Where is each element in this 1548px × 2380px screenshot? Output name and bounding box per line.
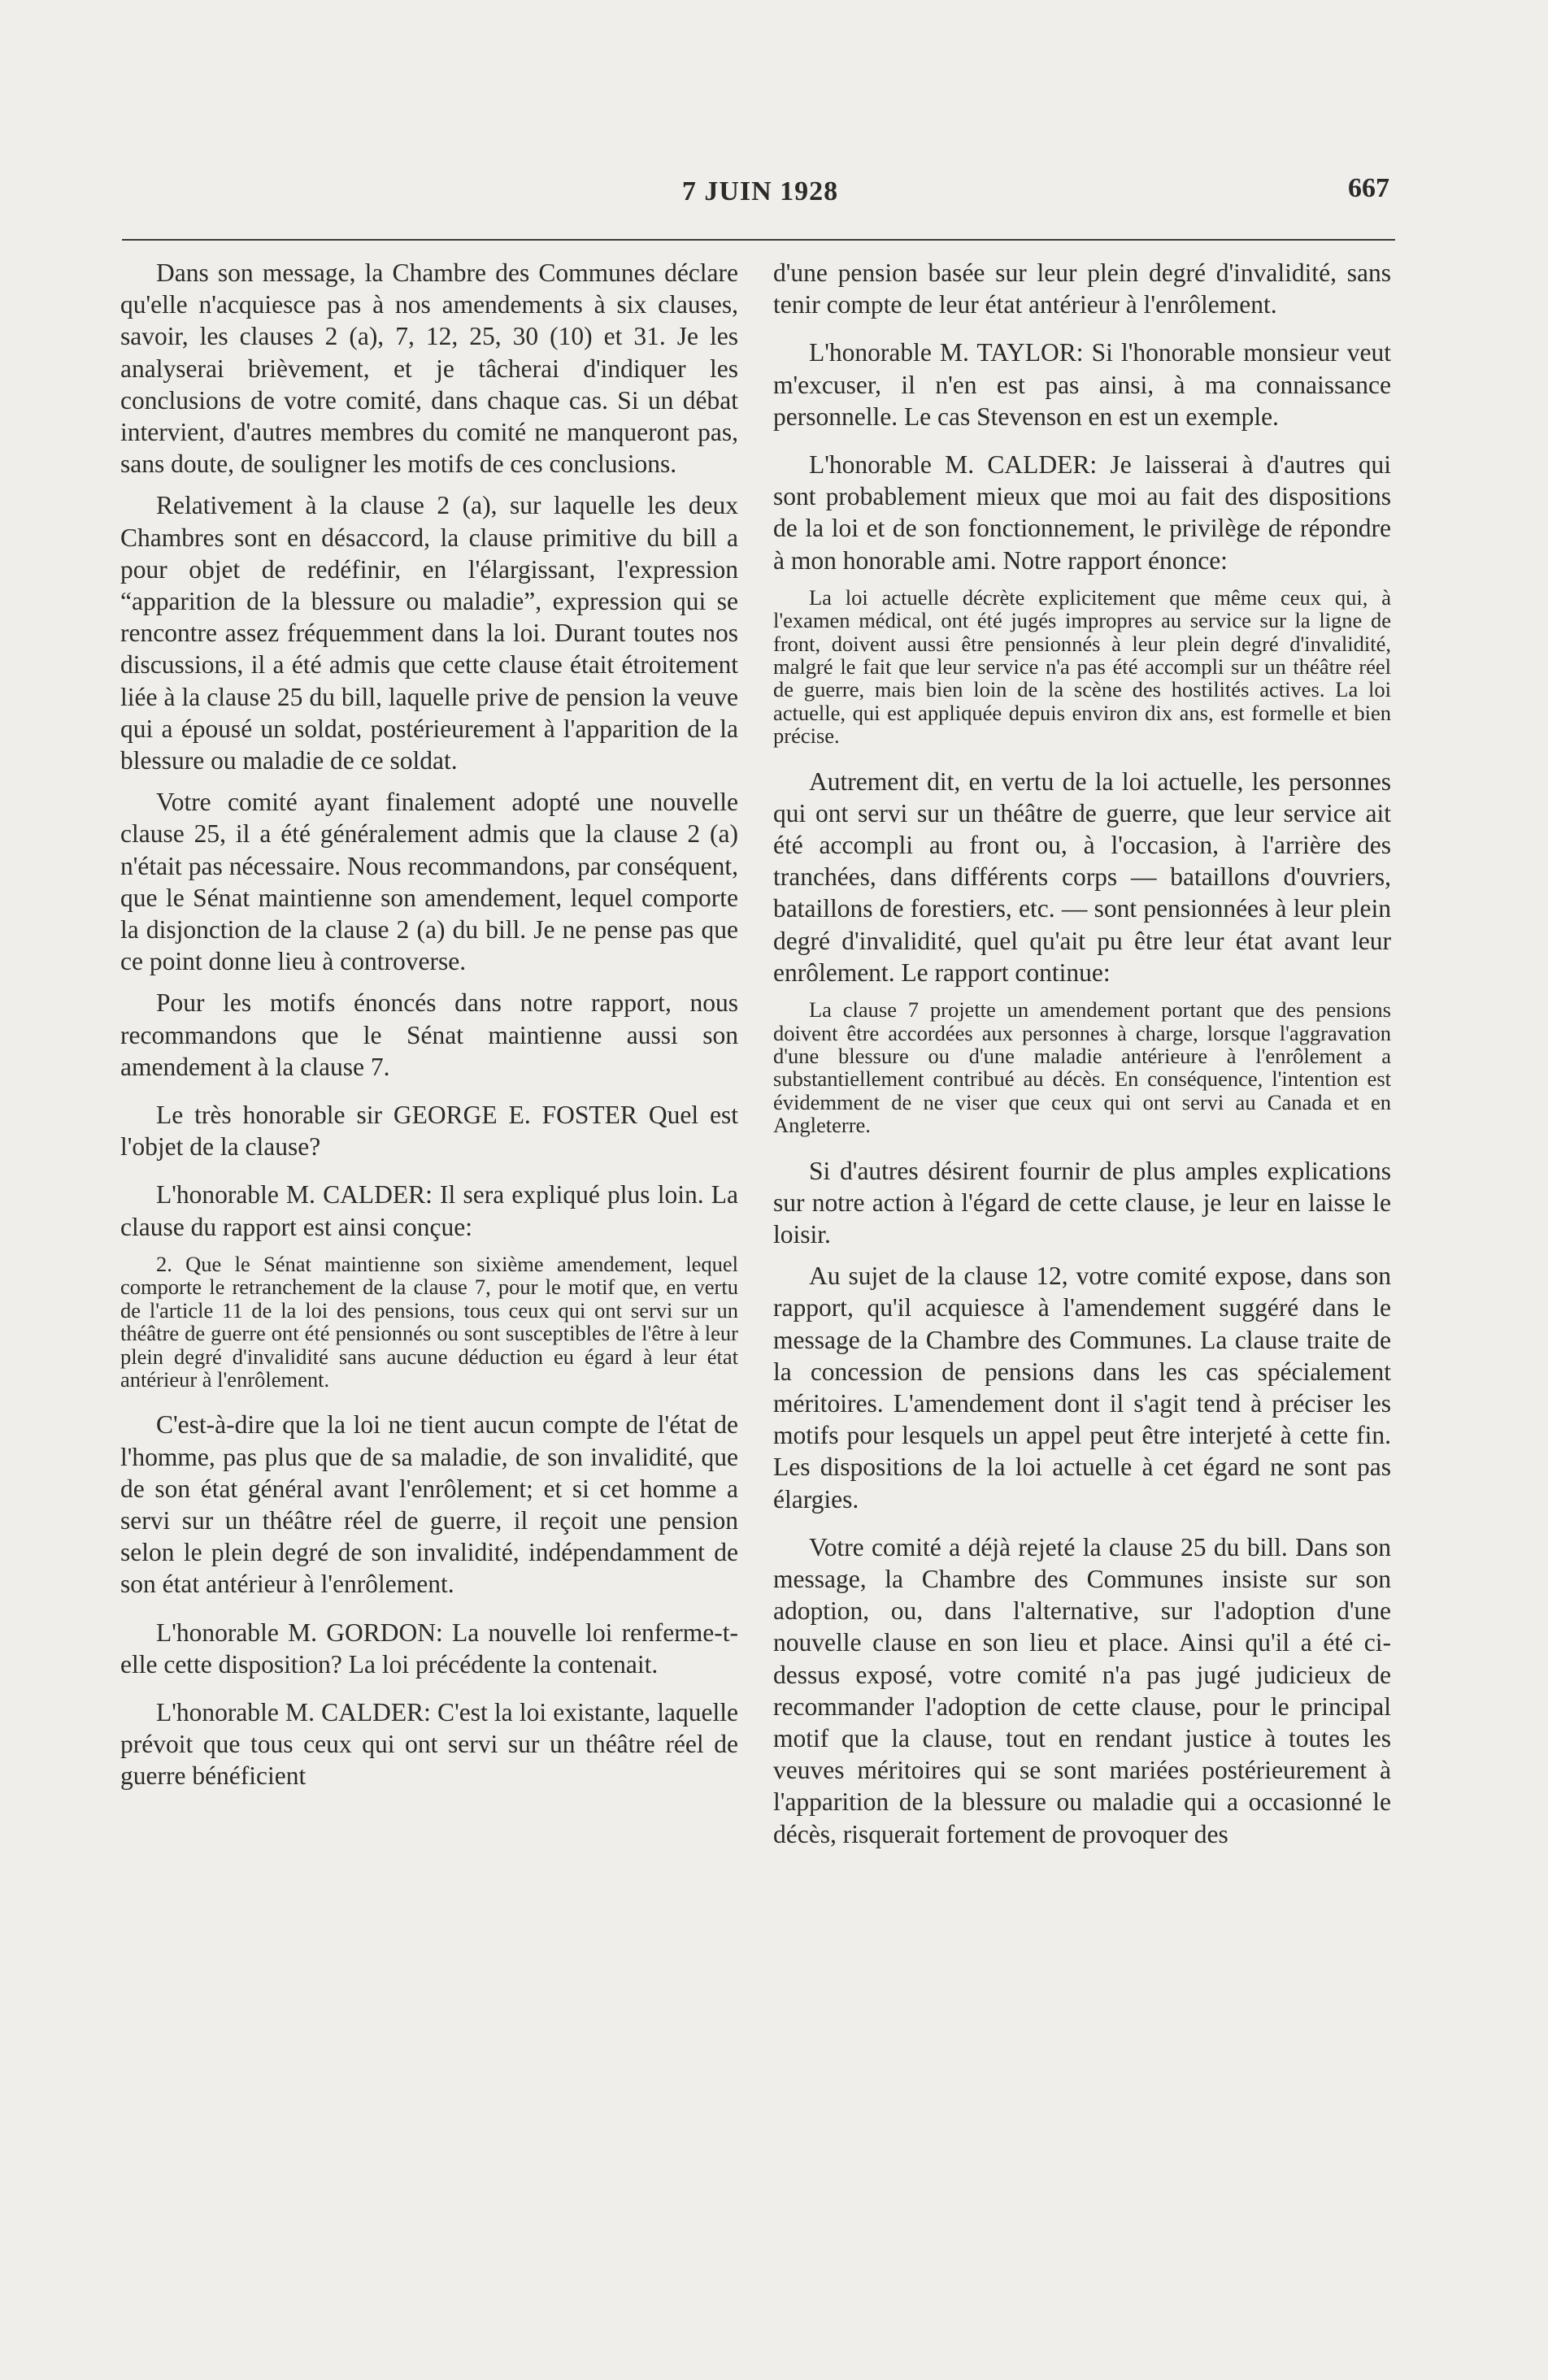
paragraph: Pour les motifs énoncés dans notre rapport, nous recommandons que le Sénat maintienne aussi son amendement à la clause 7. (120, 988, 738, 1081)
page-number: 667 (1348, 173, 1389, 203)
paragraph: Si d'autres désirent fournir de plus amples explications sur notre action à l'égard de cette clause, je leur en laisse le loisir. (773, 1156, 1391, 1249)
report-quote: 2. Que le Sénat maintienne son sixième amendement, lequel comporte le retranchement de la clause 7, pour le motif que, en vertu de l'article 11 de la loi des pensions, tous ceux qui ont servi sur un théâtre de guerre ont été pensionnés ou sont susceptibles de l'être à leur plein degré d'invalidité sans aucune déduction eu égard à leur état antérieur à l'enrôlement. (120, 1251, 738, 1392)
paragraph: Dans son message, la Chambre des Communes déclare qu'elle n'acquiesce pas à nos amendements à six clauses, savoir, les clauses 2 (a), 7, 12, 25, 30 (10) et 31. Je les analyserai brièvement, et je tâcherai d'indiquer les conclusions de votre comité, dans chaque cas. Si un débat intervient, d'autres membres du comité ne manqueront pas, sans doute, de souligner les motifs de ces conclusions. (120, 258, 738, 479)
report-quote: La clause 7 projette un amendement portant que des pensions doivent être accordées aux personnes à charge, lorsque l'aggravation d'une blessure ou d'une maladie antérieure à l'enrôlement a substantiellement contribué au décès. En conséquence, l'intention est évidemment de ne viser que ceux qui ont servi au Canada et en Angleterre. (773, 997, 1391, 1138)
right-column (773, 257, 1391, 1850)
header-rule (122, 239, 1395, 241)
page-date: 7 JUIN 1928 (681, 176, 839, 206)
paragraph: L'honorable M. TAYLOR: Si l'honorable monsieur veut m'excuser, il n'en est pas ainsi, à ma connaissance personnelle. Le cas Stevenson en est un exemple. (773, 338, 1391, 431)
paragraph: Au sujet de la clause 12, votre comité expose, dans son rapport, qu'il acquiesce à l'amendement suggéré dans le message de la Chambre des Communes. La clause traite de la concession de pensions dans les cas spécialement méritoires. L'amendement dont il s'agit tend à préciser les motifs pour lesquels un appel peut être interjeté à cette fin. Les dispositions de la loi actuelle à cet égard ne sont pas élargies. (773, 1262, 1391, 1514)
paragraph: C'est-à-dire que la loi ne tient aucun compte de l'état de l'homme, pas plus que de sa maladie, de son invalidité, que de son état général avant l'enrôlement; et si cet homme a servi sur un théâtre réel de guerre, il reçoit une pension selon le plein degré de son invalidité, indépendamment de son état antérieur à l'enrôlement. (120, 1410, 738, 1599)
paragraph: Le très honorable sir GEORGE E. FOSTER Quel est l'objet de la clause? (120, 1101, 738, 1162)
paragraph: Votre comité ayant finalement adopté une nouvelle clause 25, il a été généralement admis que la clause 2 (a) n'était pas nécessaire. Nous recommandons, par conséquent, que le Sénat maintienne son amendement, lequel comporte la disjonction de la clause 2 (a) du bill. Je ne pense pas que ce point donne lieu à controverse. (120, 788, 738, 976)
page-header (126, 167, 1394, 215)
paragraph: Relativement à la clause 2 (a), sur laquelle les deux Chambres sont en désaccord, la clause primitive du bill a pour objet de redéfinir, en l'élargissant, l'expression “apparition de la blessure ou maladie”, expression qui se rencontre assez fréquemment dans la loi. Durant toutes nos discussions, il a été admis que cette clause était étroitement liée à la clause 25 du bill, laquelle prive de pension la veuve qui a épousé un soldat, postérieurement à l'apparition de la blessure ou maladie de ce soldat. (120, 491, 738, 775)
paragraph: Autrement dit, en vertu de la loi actuelle, les personnes qui ont servi sur un théâtre de guerre, que leur service ait été accompli au front ou, à l'occasion, à l'arrière des tranchées, dans différents corps — bataillons d'ouvriers, bataillons de forestiers, etc. — sont pensionnées à leur plein degré d'invalidité, quel qu'ait pu être leur état avant leur enrôlement. Le rapport continue: (773, 767, 1391, 987)
paragraph: d'une pension basée sur leur plein degré d'invalidité, sans tenir compte de leur état antérieur à l'enrôlement. (773, 258, 1391, 319)
paragraph: L'honorable M. GORDON: La nouvelle loi renferme-t-elle cette disposition? La loi précédente la contenait. (120, 1618, 738, 1679)
paragraph: Votre comité a déjà rejeté la clause 25 du bill. Dans son message, la Chambre des Communes insiste sur son adoption, ou, dans l'alternative, sur l'adoption d'une nouvelle clause en son lieu et place. Ainsi qu'il a été ci-dessus exposé, votre comité n'a pas jugé judicieux de recommander l'adoption de cette clause, pour le principal motif que la clause, tout en rendant justice à toutes les veuves méritoires qui se sont mariées postérieurement à l'apparition de la blessure ou maladie qui a occasionné le décès, risquerait fortement de provoquer des (773, 1532, 1391, 1848)
paragraph: L'honorable M. CALDER: Il sera expliqué plus loin. La clause du rapport est ainsi conçue: (120, 1180, 738, 1241)
paragraph: L'honorable M. CALDER: Je laisserai à d'autres qui sont probablement mieux que moi au fait des dispositions de la loi et de son fonctionnement, le privilège de répondre à mon honorable ami. Notre rapport énonce: (773, 450, 1391, 575)
left-column (120, 257, 738, 1792)
report-quote: La loi actuelle décrète explicitement que même ceux qui, à l'examen médical, ont été jugés impropres au service sur la ligne de front, doivent aussi être pensionnés à leur plein degré d'invalidité, malgré le fait que leur service n'a pas été accompli sur un théâtre réel de guerre, mais bien loin de la scène des hostilités actives. La loi actuelle, qui est appliquée depuis environ dix ans, est formelle et bien précise. (773, 584, 1391, 749)
paragraph: L'honorable M. CALDER: C'est la loi existante, laquelle prévoit que tous ceux qui ont servi sur un théâtre réel de guerre bénéficient (120, 1697, 738, 1791)
